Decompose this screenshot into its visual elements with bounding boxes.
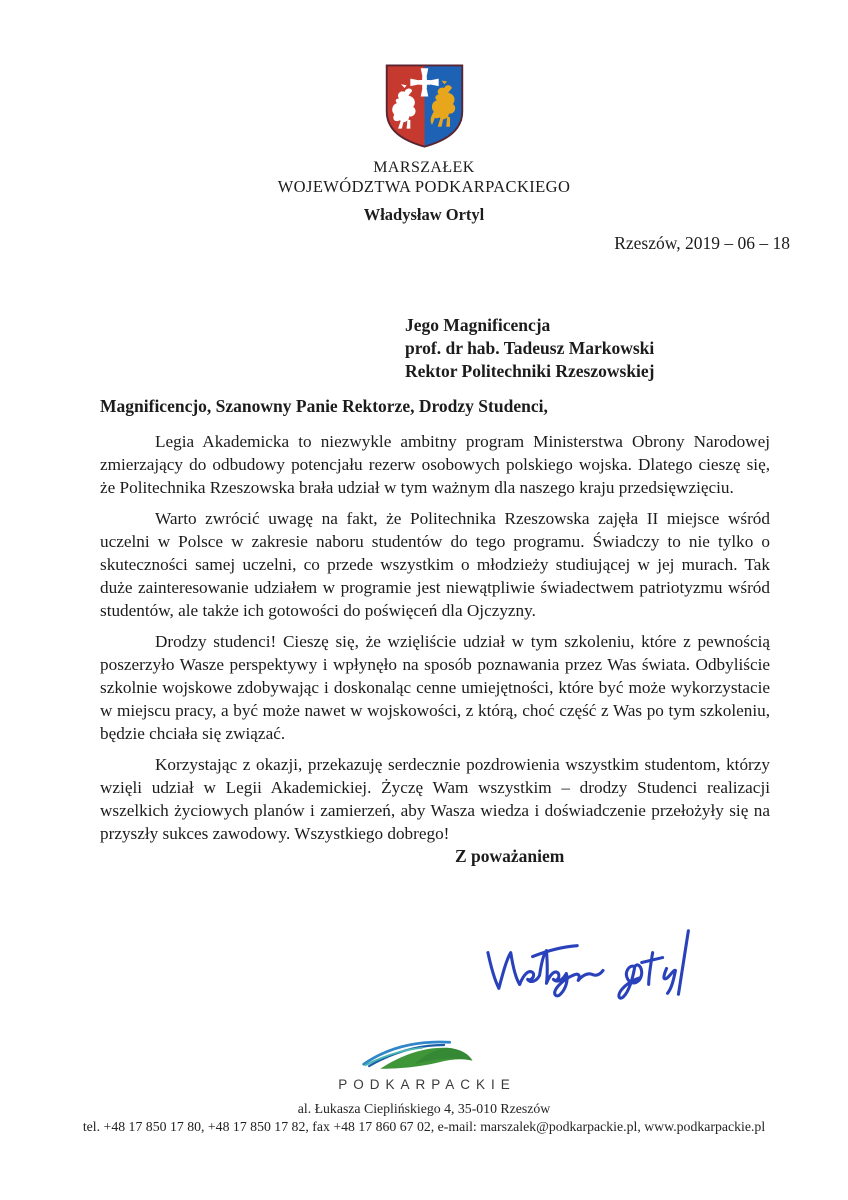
recipient-honorific: Jego Magnificencja bbox=[405, 315, 551, 335]
letterhead bbox=[0, 62, 848, 225]
official-name: Władysław Ortyl bbox=[363, 205, 485, 224]
podkarpackie-logo bbox=[0, 1036, 848, 1092]
paragraph-3: Drodzy studenci! Cieszę się, że wzięliście udział w tym szkoleniu, które z pewnością poszerzyło Wasze perspektywy i wpłynęło na sposób poznawania przez Was świata. Odbyliście szkolnie wojskowe zdobywając i doskonaląc cenne umiejętności, które być może wykorzystacie w miejscu pracy, a być może nawet w wojskowości, z którą, choć część z Was po tym szkoleniu, będzie chciała się związać. bbox=[100, 631, 770, 744]
letter-body bbox=[100, 430, 770, 852]
footer bbox=[0, 1100, 848, 1136]
dateline: Rzeszów, 2019 – 06 – 18 bbox=[614, 233, 790, 253]
podkarpackie-logo-text: PODKARPACKIE bbox=[338, 1077, 516, 1092]
paragraph-1: Legia Akademicka to niezwykle ambitny program Ministerstwa Obrony Narodowej zmierzający do odbudowy potencjału rezerw osobowych polskiego wojska. Dlatego cieszę się, że Politechnika Rzeszowska brała udział w tym ważnym dla naszego kraju przedsięwzięciu. bbox=[100, 432, 770, 498]
footer-contacts: tel. +48 17 850 17 80, +48 17 850 17 82, fax +48 17 860 67 02, e-mail: marszalek@podkarpackie.pl, www.podkarpackie.pl bbox=[82, 1119, 766, 1134]
org-title-line2: WOJEWÓDZTWA PODKARPACKIEGO bbox=[277, 177, 571, 196]
salutation: Magnificencjo, Szanowny Panie Rektorze, Drodzy Studenci, bbox=[100, 396, 548, 416]
podkarpackie-logo-icon bbox=[360, 1036, 488, 1076]
paragraph-2: Warto zwrócić uwagę na fakt, że Politechnika Rzeszowska zajęła II miejsce wśród uczelni w Polsce w zakresie naboru studentów do tego programu. Świadczy to nie tylko o skuteczności samej uczelni, co przede wszystkim o młodzieży studiującej w jej murach. Tak duże zainteresowanie udziałem w programie jest niewątpliwie świadectwem patriotyzmu wśród studentów, ale także ich gotowości do poświęceń dla Ojczyzny. bbox=[100, 508, 770, 621]
recipient-name: prof. dr hab. Tadeusz Markowski bbox=[405, 338, 655, 358]
paragraph-4: Korzystając z okazji, przekazuję serdecznie pozdrowienia wszystkim studentom, którzy wzięli udział w Legii Akademickiej. Życzę Wam wszystkim – drodzy Studenci realizacji wszelkich życiowych planów i zamierzeń, aby Wasza wiedza i doświadczenie przełożyły się na przyszły sukces zawodowy. Wszystkiego dobrego! bbox=[100, 754, 770, 844]
coat-of-arms-icon bbox=[382, 62, 467, 150]
org-title-line1: MARSZAŁEK bbox=[373, 159, 475, 176]
footer-address: al. Łukasza Cieplińskiego 4, 35-010 Rzeszów bbox=[297, 1101, 551, 1116]
recipient-title: Rektor Politechniki Rzeszowskiej bbox=[405, 361, 655, 381]
closing-phrase: Z poważaniem bbox=[455, 846, 565, 866]
recipient-block bbox=[405, 314, 655, 383]
handwritten-signature bbox=[478, 918, 736, 1014]
